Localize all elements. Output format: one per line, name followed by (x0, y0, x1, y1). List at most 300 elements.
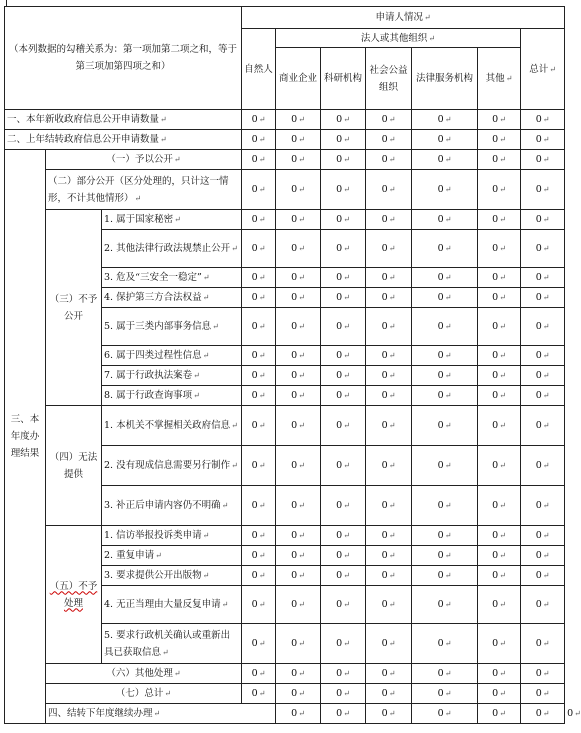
paragraph-mark: ↵ (542, 600, 550, 609)
paragraph-mark: ↵ (444, 322, 452, 331)
cell-value: 0↵ (478, 546, 521, 566)
paragraph-mark: ↵ (298, 322, 305, 331)
paragraph-mark: ↵ (258, 115, 266, 124)
row-label: 7. 属于行政执法案卷↵ (102, 366, 242, 386)
cell-value: 0↵ (276, 130, 321, 150)
cell-value: 0↵ (521, 130, 565, 150)
cell-value: 0↵ (412, 150, 478, 170)
cell-value: 0↵ (242, 130, 276, 150)
paragraph-mark: ↵ (388, 293, 396, 302)
cell-value: 0↵ (521, 446, 565, 486)
paragraph-mark: ↵ (388, 155, 396, 164)
cell-value: 0↵ (366, 210, 412, 230)
row-label: 3. 要求提供公开出版物↵ (102, 566, 242, 586)
cell-value: 0↵ (366, 446, 412, 486)
paragraph-mark: ↵ (444, 531, 452, 540)
cell-value: 0↵ (478, 210, 521, 230)
subsection-3-3-label: （三）不予公开 (46, 210, 102, 406)
paragraph-mark: ↵ (173, 669, 181, 678)
cell-value: 0↵ (478, 526, 521, 546)
row-label: （六）其他处理↵ (46, 664, 242, 684)
cell-value: 0↵ (242, 624, 276, 664)
paragraph-mark: ↵ (499, 709, 506, 718)
paragraph-mark: ↵ (343, 551, 350, 560)
cell-value: 0↵ (321, 366, 366, 386)
paragraph-mark: ↵ (343, 571, 350, 580)
paragraph-mark: ↵ (193, 391, 200, 400)
header-note: （本列数据的勾稽关系为：第一项加第二项之和，等于第三项加第四项之和） (5, 7, 242, 110)
paragraph-mark: ↵ (298, 461, 305, 470)
subsection-3-5-label: （五）不予处理 (46, 526, 102, 664)
row-label: 1. 信访举报投诉类申请↵ (102, 526, 242, 546)
paragraph-mark: ↵ (388, 461, 396, 470)
paragraph-mark: ↵ (298, 135, 305, 144)
cell-value: 0↵ (276, 308, 321, 346)
paragraph-mark: ↵ (499, 600, 506, 609)
cell-value: 0↵ (366, 288, 412, 308)
cell-value: 0↵ (521, 150, 565, 170)
cell-value: 0↵ (321, 386, 366, 406)
paragraph-mark: ↵ (388, 531, 396, 540)
paragraph-mark: ↵ (298, 600, 305, 609)
paragraph-mark: ↵ (258, 185, 266, 194)
cell-value: 0↵ (276, 446, 321, 486)
cell-value: 0↵ (521, 366, 565, 386)
cell-value: 0↵ (321, 170, 366, 210)
paragraph-mark: ↵ (388, 639, 396, 648)
cell-value: 0↵ (366, 346, 412, 366)
paragraph-mark: ↵ (298, 709, 305, 718)
paragraph-mark: ↵ (162, 647, 169, 657)
paragraph-mark: ↵ (444, 185, 452, 194)
cell-value: 0↵ (321, 664, 366, 684)
cell-value: 0↵ (276, 664, 321, 684)
paragraph-mark: ↵ (444, 115, 452, 124)
header-natural-person: 自然人 (242, 29, 276, 110)
cell-value: 0↵ (366, 546, 412, 566)
cell-value: 0↵ (478, 624, 521, 664)
cell-value: 0↵ (478, 110, 521, 130)
paragraph-mark: ↵ (542, 115, 550, 124)
paragraph-mark: ↵ (258, 155, 266, 164)
paragraph-mark: ↵ (343, 155, 350, 164)
paragraph-mark: ↵ (258, 669, 266, 678)
header-legal-person-group: 法人或其他组织↵ (276, 29, 521, 48)
cell-value: 0↵ (521, 546, 565, 566)
cell-value: 0↵ (478, 684, 521, 704)
paragraph-mark: ↵ (444, 155, 452, 164)
cell-value: 0↵ (366, 150, 412, 170)
paragraph-mark: ↵ (343, 501, 350, 510)
paragraph-mark: ↵ (499, 501, 506, 510)
paragraph-mark: ↵ (258, 244, 266, 253)
table-row (5, 526, 565, 546)
row-label: 二、上年结转政府信息公开申请数量↵ (5, 130, 242, 150)
cell-value: 0↵ (321, 526, 366, 546)
paragraph-mark: ↵ (542, 571, 550, 580)
row-label: 4. 保护第三方合法权益↵ (102, 288, 242, 308)
paragraph-mark: ↵ (444, 600, 452, 609)
paragraph-mark: ↵ (388, 244, 396, 253)
cell-value: 0↵ (242, 486, 276, 526)
row-label: 四、结转下年度继续办理↵ (46, 704, 276, 724)
cell-value: 0↵ (521, 704, 565, 724)
cell-value: 0↵ (276, 566, 321, 586)
paragraph-mark: ↵ (343, 322, 350, 331)
paragraph-mark: ↵ (388, 421, 396, 430)
table-row (5, 170, 565, 210)
paragraph-mark: ↵ (499, 293, 506, 302)
cell-value: 0↵ (521, 406, 565, 446)
paragraph-mark: ↵ (542, 421, 550, 430)
paragraph-mark: ↵ (298, 351, 305, 360)
paragraph-mark: ↵ (388, 115, 396, 124)
paragraph-mark: ↵ (499, 115, 506, 124)
cell-value: 0↵ (478, 566, 521, 586)
cell-value: 0↵ (276, 210, 321, 230)
header-research: 科研机构 (321, 48, 366, 110)
section-3-label: 三、本年度办理结果 (5, 150, 46, 724)
cell-value: 0↵ (276, 546, 321, 566)
paragraph-mark: ↵ (298, 501, 305, 510)
paragraph-mark: ↵ (444, 244, 452, 253)
cell-value: 0↵ (478, 664, 521, 684)
paragraph-mark: ↵ (258, 293, 266, 302)
cell-value: 0↵ (242, 406, 276, 446)
row-label: （二）部分公开（区分处理的，只计这一情形，不计其他情形）↵ (46, 170, 242, 210)
cell-value: 0↵ (521, 624, 565, 664)
cell-value: 0↵ (321, 150, 366, 170)
cell-value: 0↵ (521, 386, 565, 406)
paragraph-mark: ↵ (542, 351, 550, 360)
cell-value: 0↵ (321, 268, 366, 288)
cell-value: 0↵ (412, 684, 478, 704)
paragraph-mark: ↵ (444, 669, 452, 678)
row-label: 1. 属于国家秘密↵ (102, 210, 242, 230)
paragraph-mark: ↵ (542, 185, 550, 194)
cell-value: 0↵ (412, 704, 478, 724)
cell-value: 0↵ (321, 210, 366, 230)
cell-value: 0↵ (412, 170, 478, 210)
cell-value: 0↵ (276, 684, 321, 704)
cell-value: 0↵ (276, 366, 321, 386)
cell-value: 0↵ (242, 386, 276, 406)
cell-value: 0↵ (521, 566, 565, 586)
cell-value: 0↵ (366, 110, 412, 130)
paragraph-mark: ↵ (499, 215, 506, 224)
paragraph-mark: ↵ (298, 531, 305, 540)
paragraph-mark: ↵ (343, 689, 350, 698)
paragraph-mark: ↵ (499, 551, 506, 560)
cell-value: 0↵ (478, 288, 521, 308)
cell-value: 0↵ (276, 386, 321, 406)
paragraph-mark: ↵ (542, 215, 550, 224)
paragraph-mark: ↵ (499, 244, 506, 253)
cell-value: 0↵ (478, 446, 521, 486)
paragraph-mark: ↵ (298, 639, 305, 648)
paragraph-mark: ↵ (202, 273, 210, 282)
table-row (5, 130, 565, 150)
cell-value: 0↵ (321, 566, 366, 586)
row-label: 1. 本机关不掌握相关政府信息↵ (102, 406, 242, 446)
cell-value: 0↵ (242, 546, 276, 566)
cell-value: 0↵ (242, 366, 276, 386)
cell-value: 0↵ (412, 546, 478, 566)
cell-value: 0↵ (242, 268, 276, 288)
cell-value: 0↵ (521, 288, 565, 308)
cell-value: 0↵ (366, 230, 412, 268)
paragraph-mark: ↵ (444, 689, 452, 698)
paragraph-mark: ↵ (499, 155, 506, 164)
paragraph-mark: ↵ (258, 322, 266, 331)
paragraph-mark: ↵ (160, 135, 167, 144)
paragraph-mark: ↵ (388, 600, 396, 609)
cell-value: 0↵ (412, 526, 478, 546)
paragraph-mark: ↵ (542, 551, 550, 560)
paragraph-mark: ↵ (343, 600, 350, 609)
header-commercial: 商业企业 (276, 48, 321, 110)
paragraph-mark: ↵ (444, 571, 452, 580)
cell-value: 0↵ (242, 586, 276, 624)
subsection-3-4-label: （四）无法提供 (46, 406, 102, 526)
paragraph-mark: ↵ (173, 155, 181, 164)
paragraph-mark: ↵ (444, 501, 452, 510)
paragraph-mark: ↵ (499, 531, 506, 540)
paragraph-mark: ↵ (343, 185, 350, 194)
cell-value: 0↵ (412, 406, 478, 446)
paragraph-mark: ↵ (388, 501, 396, 510)
cell-value: 0↵ (412, 664, 478, 684)
cell-value: 0↵ (321, 288, 366, 308)
paragraph-mark: ↵ (343, 421, 350, 430)
cell-value: 0↵ (478, 386, 521, 406)
paragraph-mark: ↵ (388, 273, 396, 282)
paragraph-mark: ↵ (258, 351, 266, 360)
paragraph-mark: ↵ (499, 371, 506, 380)
cell-value: 0↵ (478, 150, 521, 170)
cell-value: 0↵ (521, 110, 565, 130)
paragraph-mark: ↵ (231, 421, 238, 430)
cell-value: 0↵ (366, 586, 412, 624)
cell-value: 0↵ (412, 268, 478, 288)
header-legal-service: 法律服务机构 (412, 48, 478, 110)
cell-value: 0↵ (321, 586, 366, 624)
cell-value: 0↵ (412, 230, 478, 268)
cell-value: 0↵ (521, 170, 565, 210)
paragraph-mark: ↵ (388, 322, 396, 331)
cell-value: 0↵ (521, 486, 565, 526)
cell-value: 0↵ (242, 566, 276, 586)
cell-value: 0↵ (478, 346, 521, 366)
paragraph-mark: ↵ (298, 689, 305, 698)
cell-value: 0↵ (412, 486, 478, 526)
paragraph-mark: ↵ (343, 215, 350, 224)
cell-value: 0↵ (366, 664, 412, 684)
paragraph-mark: ↵ (258, 571, 266, 580)
paragraph-mark: ↵ (343, 244, 350, 253)
paragraph-mark: ↵ (542, 371, 550, 380)
cell-value: 0↵ (521, 684, 565, 704)
row-label: 4. 无正当理由大量反复申请↵ (102, 586, 242, 624)
cell-value: 0↵ (412, 110, 478, 130)
paragraph-mark: ↵ (499, 351, 506, 360)
cell-value: 0↵ (478, 586, 521, 624)
cell-value: 0↵ (276, 230, 321, 268)
paragraph-mark: ↵ (258, 215, 266, 224)
row-label: 8. 属于行政查询事项↵ (102, 386, 242, 406)
cell-value: 0↵ (366, 486, 412, 526)
page-top-edge (0, 0, 568, 5)
paragraph-mark: ↵ (388, 689, 396, 698)
paragraph-mark: ↵ (258, 273, 266, 282)
paragraph-mark: ↵ (444, 421, 452, 430)
paragraph-mark: ↵ (444, 351, 452, 360)
paragraph-mark: ↵ (202, 351, 210, 360)
paragraph-mark: ↵ (258, 391, 266, 400)
cell-value: 0↵ (276, 586, 321, 624)
cell-value: 0↵ (242, 684, 276, 704)
paragraph-mark: ↵ (298, 293, 305, 302)
paragraph-mark: ↵ (155, 551, 162, 560)
paragraph-mark: ↵ (542, 273, 550, 282)
paragraph-mark: ↵ (343, 371, 350, 380)
cell-value: 0↵ (242, 210, 276, 230)
paragraph-mark: ↵ (134, 193, 142, 203)
row-label: 2. 没有现成信息需要另行制作↵ (102, 446, 242, 486)
row-label: 一、本年新收政府信息公开申请数量↵ (5, 110, 242, 130)
paragraph-mark: ↵ (298, 421, 305, 430)
paragraph-mark: ↵ (298, 391, 305, 400)
paragraph-mark: ↵ (343, 461, 350, 470)
paragraph-mark: ↵ (343, 351, 350, 360)
government-info-disclosure-table (4, 6, 581, 724)
cell-value: 0↵ (366, 308, 412, 346)
paragraph-mark: ↵ (499, 421, 506, 430)
paragraph-mark: ↵ (298, 185, 305, 194)
paragraph-mark: ↵ (574, 709, 581, 718)
cell-value: 0↵ (412, 130, 478, 150)
cell-value: 0↵ (366, 704, 412, 724)
cell-value: 0↵ (478, 406, 521, 446)
paragraph-mark: ↵ (221, 501, 229, 510)
paragraph-mark: ↵ (499, 185, 506, 194)
cell-value: 0↵ (276, 268, 321, 288)
cell-value: 0↵ (321, 546, 366, 566)
cell-value: 0↵ (242, 288, 276, 308)
cell-value: 0↵ (521, 230, 565, 268)
cell-value: 0↵ (321, 446, 366, 486)
cell-value: 0↵ (521, 664, 565, 684)
row-label: 5. 属于三类内部事务信息↵ (102, 308, 242, 346)
paragraph-mark: ↵ (388, 185, 396, 194)
row-label: 3. 补正后申请内容仍不明确↵ (102, 486, 242, 526)
paragraph-mark: ↵ (388, 215, 396, 224)
cell-value: 0↵ (242, 150, 276, 170)
cell-value: 0↵ (276, 526, 321, 546)
paragraph-mark: ↵ (542, 669, 550, 678)
cell-value: 0↵ (321, 406, 366, 446)
paragraph-mark: ↵ (499, 391, 506, 400)
paragraph-mark: ↵ (202, 571, 210, 580)
cell-value: 0↵ (276, 346, 321, 366)
paragraph-mark: ↵ (258, 689, 266, 698)
cell-value: 0↵ (412, 366, 478, 386)
paragraph-mark: ↵ (444, 639, 452, 648)
cell-value: 0↵ (366, 366, 412, 386)
cell-value: 0↵ (321, 130, 366, 150)
cell-value: 0↵ (321, 110, 366, 130)
header-applicant-status: 申请人情况↵ (242, 7, 565, 29)
paragraph-mark: ↵ (343, 135, 350, 144)
cell-value: 0↵ (412, 386, 478, 406)
paragraph-mark: ↵ (221, 600, 229, 609)
row-label: 2. 其他法律行政法规禁止公开↵ (102, 230, 242, 268)
cell-value: 0↵ (321, 230, 366, 268)
cell-value: 0↵ (242, 170, 276, 210)
paragraph-mark: ↵ (388, 709, 396, 718)
cell-value: 0↵ (321, 624, 366, 664)
paragraph-mark: ↵ (388, 371, 396, 380)
paragraph-mark: ↵ (444, 293, 452, 302)
paragraph-mark: ↵ (231, 461, 238, 470)
paragraph-mark: ↵ (258, 639, 266, 648)
paragraph-mark: ↵ (388, 391, 396, 400)
cell-value: 0↵ (478, 130, 521, 150)
cell-value: 0↵ (412, 308, 478, 346)
cell-value: 0↵ (366, 526, 412, 546)
cell-value: 0↵ (521, 526, 565, 546)
paragraph-mark: ↵ (258, 135, 266, 144)
paragraph-mark: ↵ (212, 322, 219, 331)
paragraph-mark: ↵ (499, 669, 506, 678)
paragraph-mark: ↵ (258, 531, 266, 540)
cell-value: 0↵ (242, 308, 276, 346)
paragraph-mark: ↵ (499, 571, 506, 580)
paragraph-mark: ↵ (444, 135, 452, 144)
cell-value: 0↵ (276, 406, 321, 446)
paragraph-mark: ↵ (258, 461, 266, 470)
paragraph-mark: ↵ (298, 371, 305, 380)
cell-value: 0↵ (321, 684, 366, 704)
cell-value: 0↵ (276, 170, 321, 210)
paragraph-mark: ↵ (202, 293, 210, 302)
cell-value: 0↵ (478, 704, 521, 724)
paragraph-mark: ↵ (388, 669, 396, 678)
paragraph-mark: ↵ (164, 689, 172, 698)
cell-value: 0↵ (412, 288, 478, 308)
paragraph-mark: ↵ (388, 351, 396, 360)
cell-value: 0↵ (478, 366, 521, 386)
paragraph-mark: ↵ (542, 461, 550, 470)
cell-value: 0↵ (276, 288, 321, 308)
row-label: 5. 要求行政机关确认或重新出具已获取信息↵ (102, 624, 242, 664)
paragraph-mark: ↵ (542, 293, 550, 302)
paragraph-mark: ↵ (499, 689, 506, 698)
cell-value: 0↵ (521, 210, 565, 230)
cell-value: 0↵ (478, 268, 521, 288)
paragraph-mark: ↵ (231, 244, 238, 253)
paragraph-mark: ↵ (499, 639, 506, 648)
paragraph-mark: ↵ (388, 571, 396, 580)
paragraph-mark: ↵ (444, 551, 452, 560)
paragraph-mark: ↵ (542, 244, 550, 253)
paragraph-mark: ↵ (343, 669, 350, 678)
paragraph-mark: ↵ (343, 115, 350, 124)
paragraph-mark: ↵ (258, 421, 266, 430)
row-label: 6. 属于四类过程性信息↵ (102, 346, 242, 366)
cell-value: 0↵ (276, 704, 321, 724)
header-other: 其他↵ (478, 48, 521, 110)
